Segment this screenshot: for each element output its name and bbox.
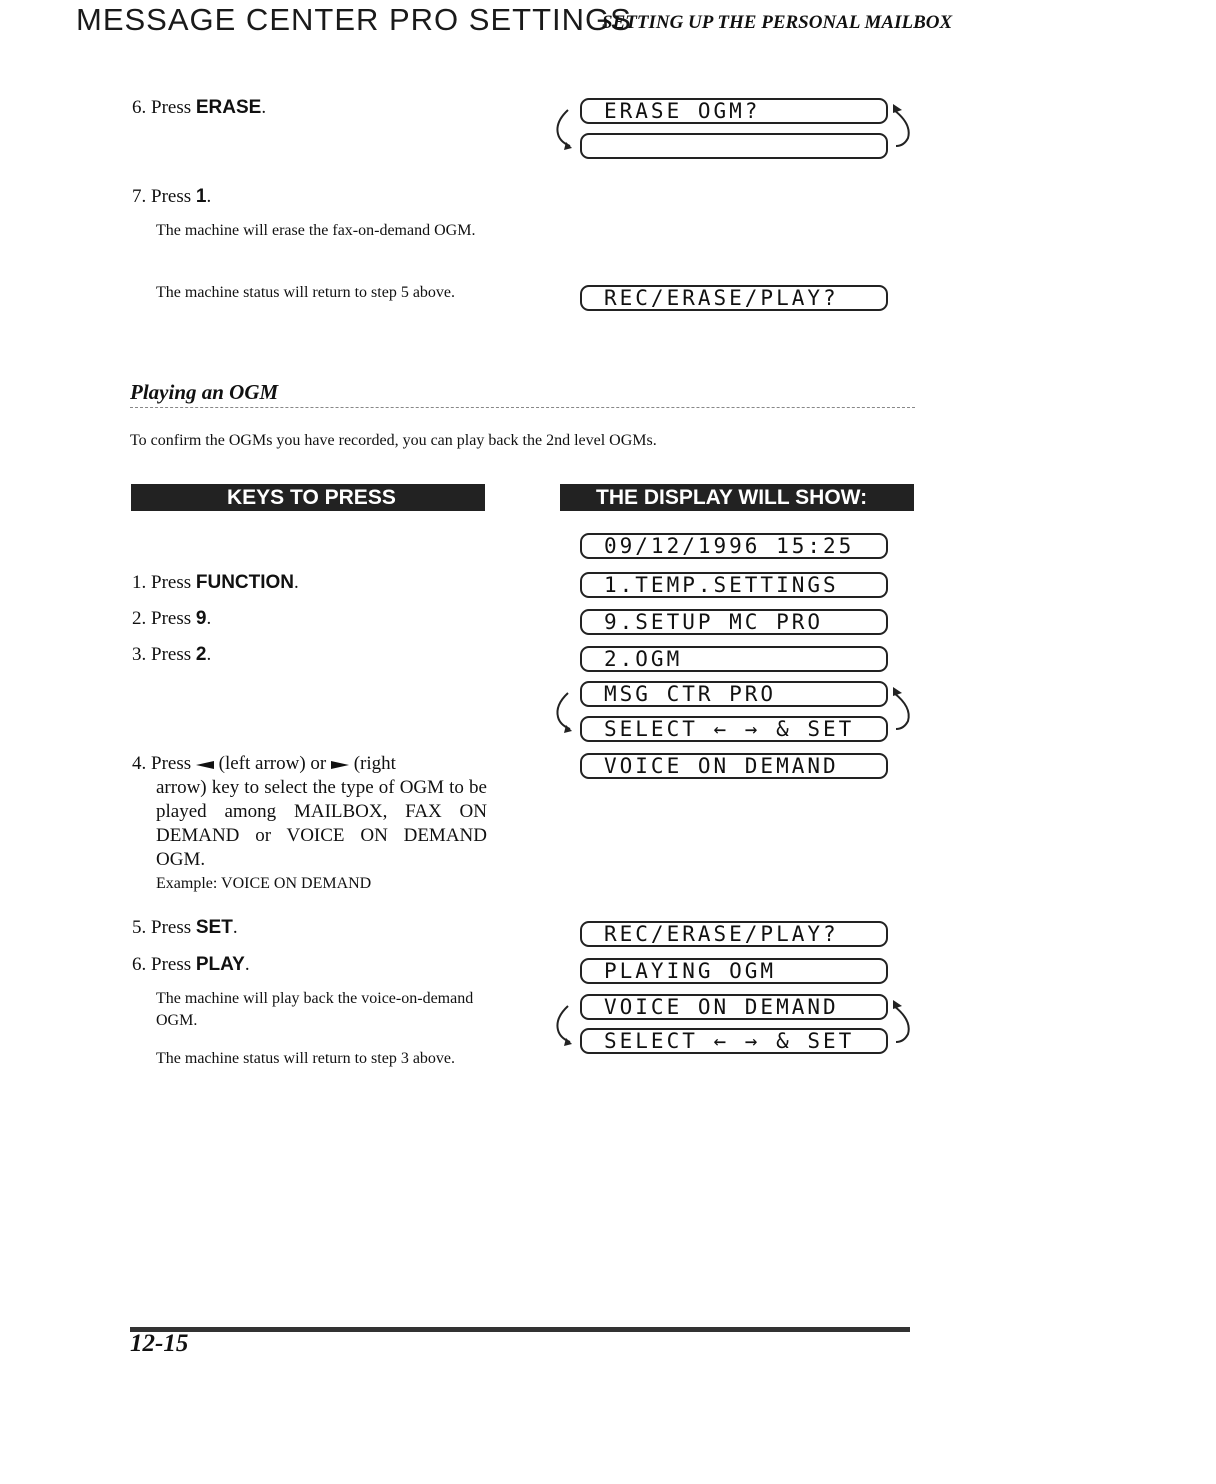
right-arrow-key-icon (331, 761, 349, 769)
step-1-function: 1. Press FUNCTION. (132, 572, 299, 593)
key-1: 1 (195, 186, 207, 207)
section-intro: To confirm the OGMs you have recorded, you can play back the 2nd level OGMs. (130, 432, 657, 449)
lcd-msg-ctr-pro: MSG CTR PRO (580, 681, 888, 707)
step-6-play: 6. Press PLAY. (132, 954, 250, 975)
lcd-date: 09/12/1996 15:25 (580, 533, 888, 559)
lcd-temp-settings: 1.TEMP.SETTINGS (580, 572, 888, 598)
key-2: 2 (195, 644, 207, 665)
note-erase: The machine will erase the fax-on-demand OGM. (156, 222, 476, 239)
lcd-voice-on-demand-2: VOICE ON DEMAND (580, 994, 888, 1020)
lcd-ogm: 2.OGM (580, 646, 888, 672)
lcd-rec-erase-play-2: REC/ERASE/PLAY? (580, 921, 888, 947)
page-number: 12-15 (130, 1330, 189, 1357)
lcd-select-set: SELECT ← → & SET (580, 716, 888, 742)
note-return-5: The machine status will return to step 5 above. (156, 284, 456, 301)
lcd-playing-ogm: PLAYING OGM (580, 958, 888, 984)
lcd-voice-on-demand: VOICE ON DEMAND (580, 753, 888, 779)
section-heading: Playing an OGM (130, 380, 279, 404)
key-set: SET (195, 917, 233, 938)
step-5-set: 5. Press SET. (132, 917, 238, 938)
section-divider (130, 407, 915, 408)
footer-rule (130, 1327, 910, 1332)
keys-to-press-bar: KEYS TO PRESS (131, 484, 485, 511)
key-function: FUNCTION (195, 572, 295, 593)
step-6-erase: 6. Press ERASE. (132, 97, 267, 118)
loop-arrow-icon (550, 992, 920, 1062)
note-play-back: The machine will play back the voice-on-demand OGM. (156, 990, 474, 1029)
left-arrow-key-icon (196, 761, 214, 769)
step-2-press-9: 2. Press 9. (132, 608, 212, 629)
lcd-select-set-2: SELECT ← → & SET (580, 1028, 888, 1054)
lcd-rec-erase-play: REC/ERASE/PLAY? (580, 285, 888, 311)
key-play: PLAY (195, 954, 245, 975)
key-9: 9 (195, 608, 207, 629)
page-subtitle: SETTING UP THE PERSONAL MAILBOX (602, 12, 953, 33)
page-section-title: MESSAGE CENTER PRO SETTINGS (76, 2, 632, 37)
lcd-erase-ogm: ERASE OGM? (580, 98, 888, 124)
step-3-press-2: 3. Press 2. (132, 644, 212, 665)
loop-arrow-icon (550, 96, 920, 166)
note-return-3: The machine status will return to step 3 above. (156, 1050, 456, 1067)
example-text: Example: VOICE ON DEMAND (156, 875, 372, 892)
key-erase: ERASE (195, 97, 262, 118)
loop-arrow-icon (550, 679, 920, 749)
lcd-setup-mc-pro: 9.SETUP MC PRO (580, 609, 888, 635)
display-will-show-bar: THE DISPLAY WILL SHOW: (560, 484, 914, 511)
step-4-arrow-select: 4. Press (left arrow) or (right arrow) key to select the type of OGM to be played among MAILBOX, FAX ON DEMAND or VOICE ON DEMAND OGM. Example: VOICE ON DEMAND (132, 752, 487, 895)
step-7-press-1: 7. Press 1. (132, 186, 212, 207)
